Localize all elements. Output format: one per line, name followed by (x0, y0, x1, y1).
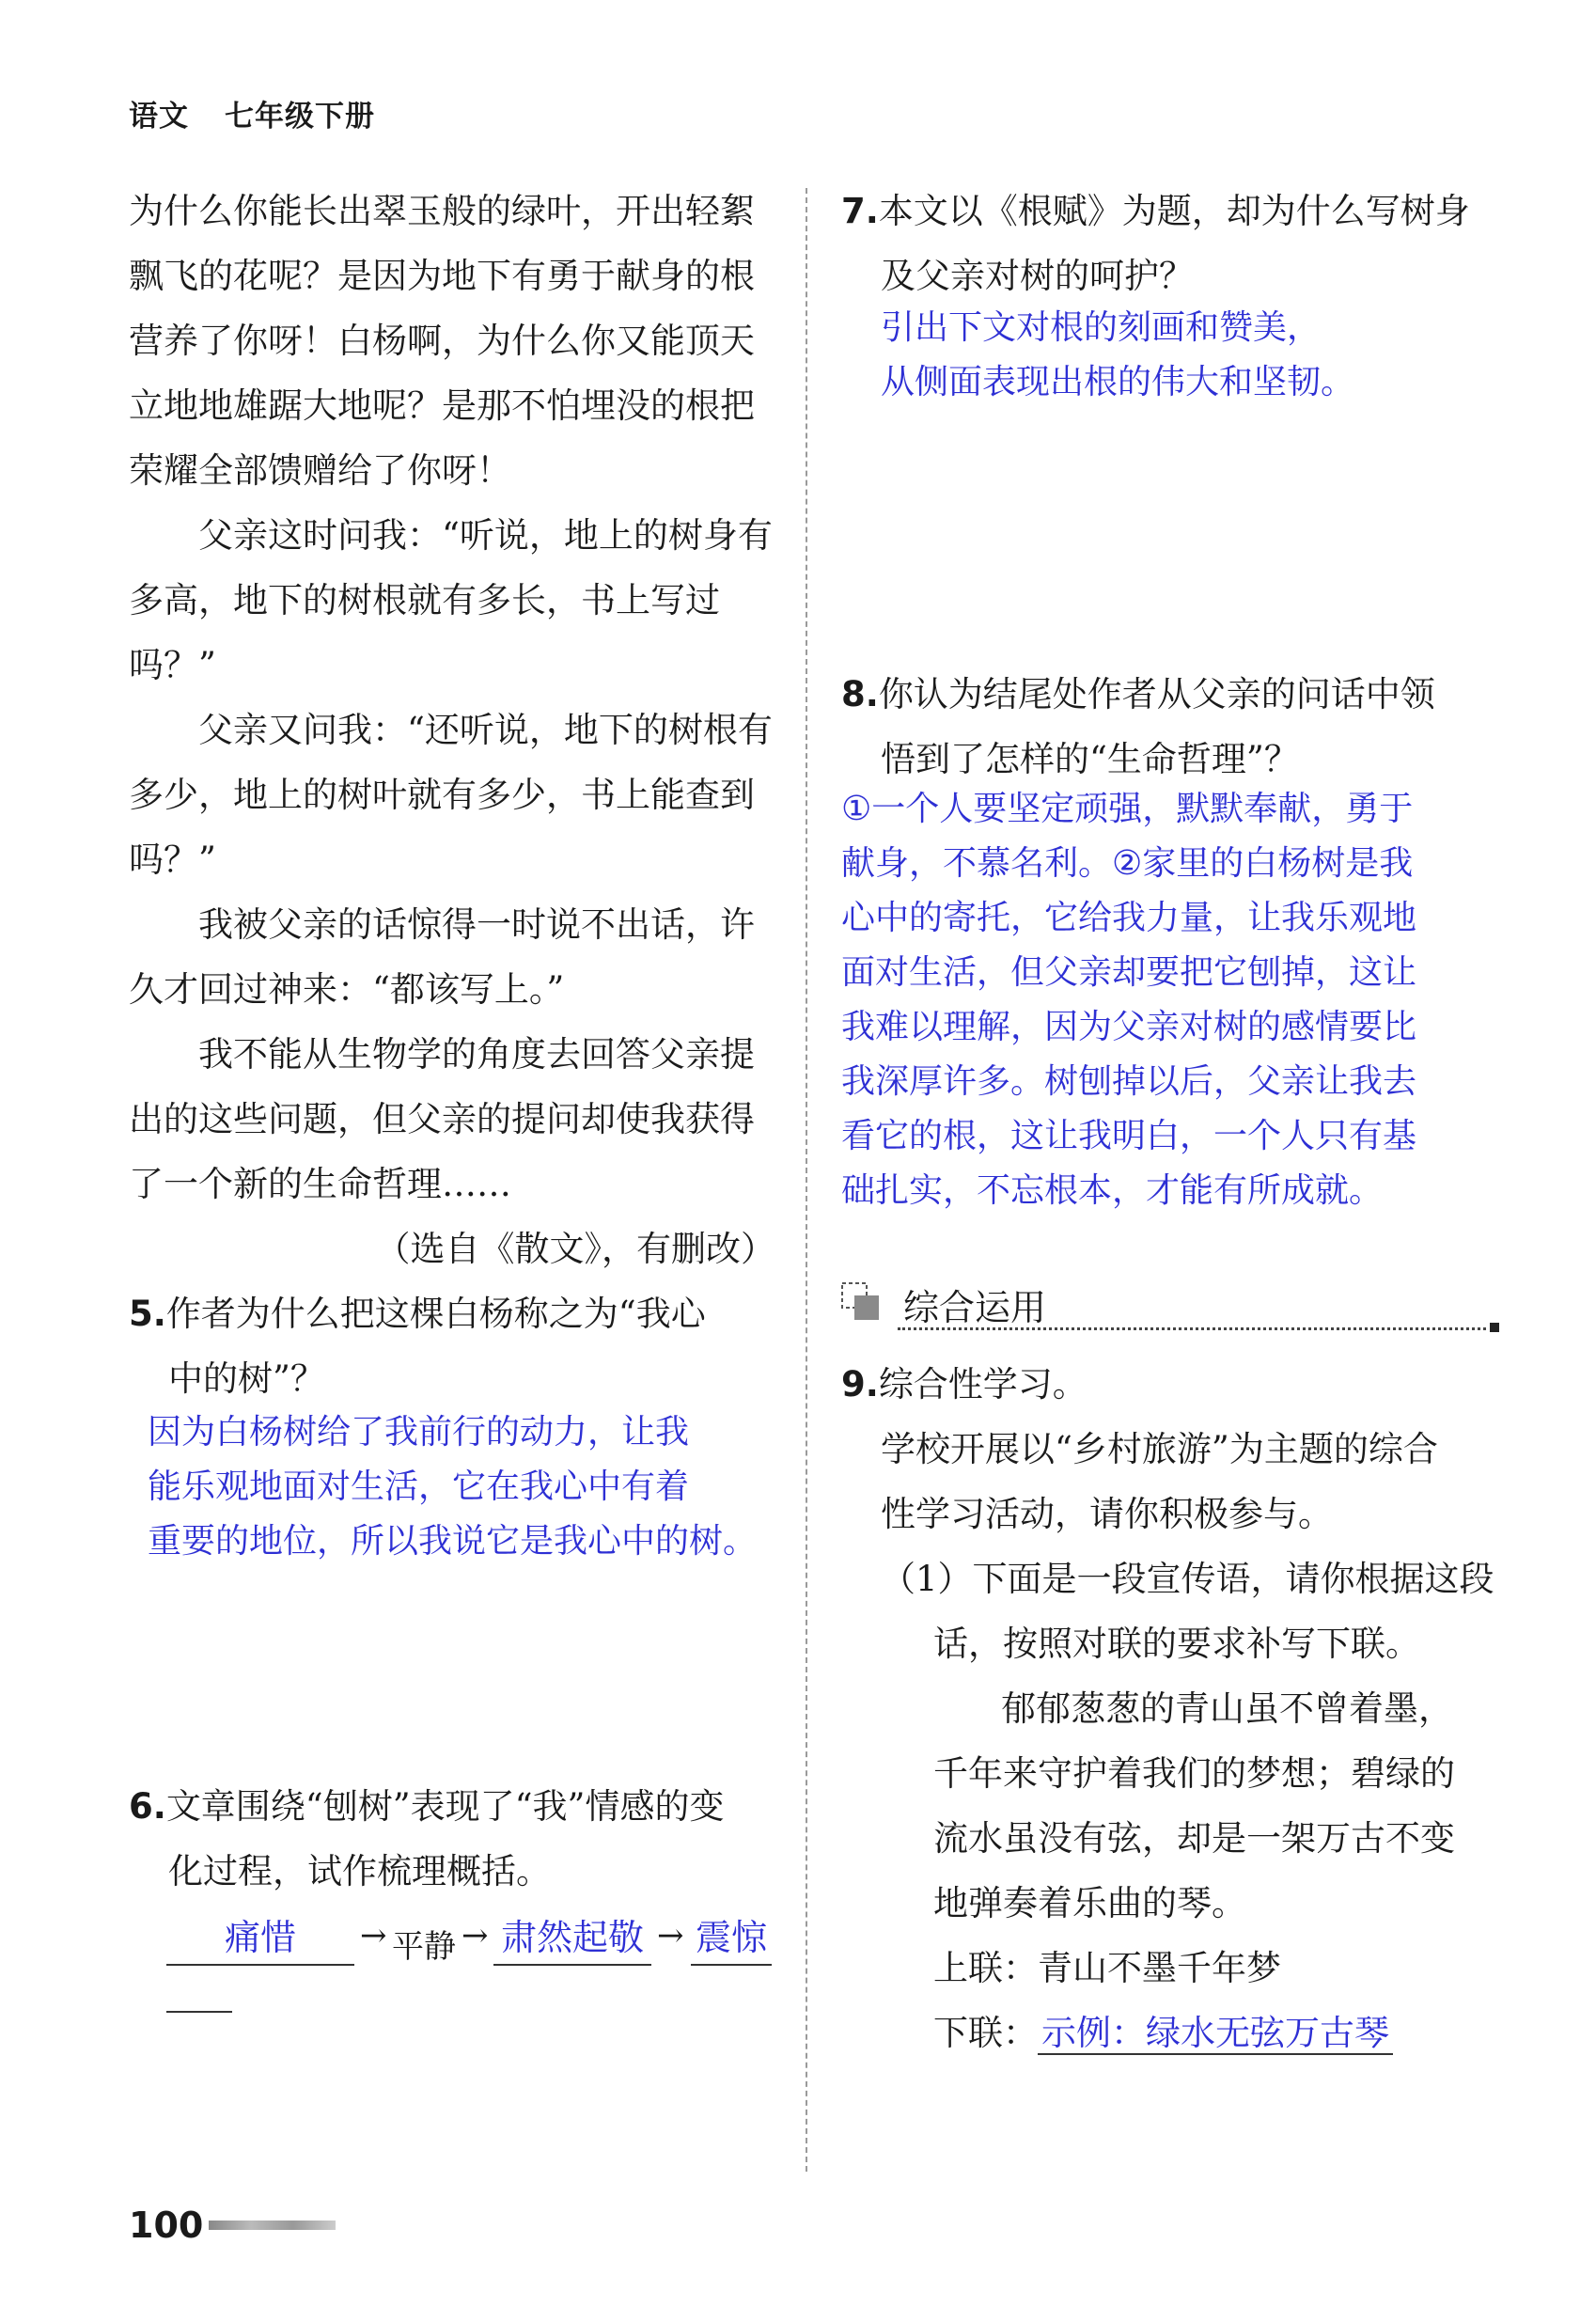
left-column (129, 179, 775, 2024)
passage-source: （选自《散文》，有删改） (375, 1229, 775, 1269)
question-7 (841, 179, 1499, 308)
section-title: 综合运用 (903, 1287, 1047, 1328)
arrow-icon: → (462, 1917, 489, 1954)
upper-couplet-label: 上联： (933, 1948, 1038, 1988)
blank-1[interactable]: 痛惜 (166, 1911, 354, 1966)
section-rule-end (1490, 1323, 1499, 1332)
slogan-line: 地弹奏着乐曲的琴。 (933, 1883, 1246, 1923)
lower-couplet-answer[interactable]: 示例：绿水无弦万古琴 (1038, 2013, 1393, 2055)
answer-line: 我难以理解，因为父亲对树的感情要比 (841, 1008, 1417, 1046)
answer-line: 因为白杨树给了我前行的动力，让我 (148, 1413, 690, 1452)
question-8 (841, 662, 1499, 792)
section-rule (898, 1327, 1486, 1330)
section-badge-icon (841, 1282, 881, 1322)
slogan-line: 千年来守护着我们的梦想；碧绿的 (933, 1753, 1455, 1794)
page-number-bar (209, 2221, 336, 2230)
question-text: 文章围绕“刨树”表现了“我”情感的变 (165, 1786, 725, 1827)
question-number: 5. (129, 1294, 166, 1334)
question-number: 7. (841, 191, 879, 231)
lower-couplet (841, 2001, 1499, 2065)
subject-label: 语文 (129, 100, 189, 133)
passage-paragraph-1: 为什么你能长出翠玉般的绿叶，开出轻絮飘飞的花呢？是因为地下有勇于献身的根营养了你呀！白杨啊，为什么你又能顶天立地地雄踞大地呢？是那不怕埋没的根把荣耀全部馈赠给了你呀！ (129, 191, 755, 491)
page-number: 100 (129, 2205, 204, 2246)
blank-3-overflow (166, 2011, 232, 2013)
emotion-flow (129, 1911, 775, 2024)
page-header (129, 92, 375, 134)
question-text-cont: 中的树”？ (168, 1358, 325, 1399)
question-text-cont: 及父亲对树的呵护？ (881, 256, 1194, 296)
slogan-line: 流水虽没有弦，却是一架万古不变 (933, 1818, 1455, 1859)
answer-line: 重要的地位，所以我说它是我心中的树。 (148, 1522, 758, 1561)
question-text: 作者为什么把这棵白杨称之为“我心 (165, 1294, 706, 1334)
answer-line: 面对生活，但父亲却要把它刨掉，这让 (841, 953, 1417, 992)
grade-label: 七年级下册 (225, 100, 375, 133)
q9-sub1-line: （1）下面是一段宣传语，请你根据这段 (881, 1559, 1494, 1599)
upper-couplet (841, 1936, 1499, 2001)
answer-line: 础扎实，不忘根本，才能有所成就。 (841, 1171, 1384, 1210)
question-9 (841, 1352, 1499, 1417)
question-text: 本文以《根赋》为题，却为什么写树身 (878, 191, 1470, 231)
q9-intro-line: 学校开展以“乡村旅游”为主题的综合 (881, 1429, 1438, 1469)
question-5 (129, 1281, 775, 1411)
answer-line: 我深厚许多。树刨掉以后，父亲让我去 (841, 1062, 1417, 1101)
passage-paragraph-2: 父亲这时问我：“听说，地上的树身有多高，地下的树根就有多长，书上写过吗？” (129, 515, 773, 685)
section-heading (841, 1277, 1499, 1333)
column-divider (806, 188, 807, 2172)
q9-intro-line: 性学习活动，请你积极参与。 (881, 1494, 1333, 1534)
answer-5 (129, 1405, 775, 1569)
blank-2[interactable]: 肃然起敬 (493, 1911, 651, 1966)
answer-line: 看它的根，这让我明白，一个人只有基 (841, 1117, 1417, 1155)
answer-line: 从侧面表现出根的伟大和坚韧。 (881, 363, 1355, 401)
passage-paragraph-4: 我被父亲的话惊得一时说不出话，许久才回过神来：“都该写上。” (129, 904, 755, 1010)
question-text-cont: 化过程，试作梳理概括。 (168, 1851, 551, 1891)
question-text-cont: 悟到了怎样的“生命哲理”？ (881, 739, 1299, 779)
fixed-stage: 平静 (392, 1928, 456, 1966)
question-text: 综合性学习。 (878, 1364, 1087, 1405)
question-6 (129, 1774, 775, 1904)
blank-3[interactable]: 震惊 (691, 1911, 772, 1966)
slogan-line: 郁郁葱葱的青山虽不曾着墨， (1001, 1688, 1453, 1729)
arrow-icon: → (657, 1917, 684, 1954)
answer-line: ①一个人要坚定顽强，默默奉献，勇于 (841, 790, 1414, 828)
upper-couplet-text: 青山不墨千年梦 (1038, 1948, 1281, 1988)
answer-line: 心中的寄托，它给我力量，让我乐观地 (841, 899, 1417, 937)
answer-8 (841, 782, 1499, 1218)
question-number: 8. (841, 674, 879, 714)
q9-sub1-line: 话，按照对联的要求补写下联。 (933, 1624, 1420, 1664)
arrow-icon: → (360, 1917, 387, 1954)
passage-paragraph-5: 我不能从生物学的角度去回答父亲提出的这些问题，但父亲的提问却使我获得了一个新的生命哲理…… (129, 1034, 755, 1204)
answer-line: 能乐观地面对生活，它在我心中有着 (148, 1467, 690, 1506)
answer-line: 献身，不慕名利。②家里的白杨树是我 (841, 844, 1414, 883)
answer-line: 引出下文对根的刻画和赞美， (881, 308, 1322, 347)
right-column (841, 179, 1499, 2065)
question-number: 9. (841, 1364, 879, 1405)
answer-7 (841, 301, 1499, 410)
lower-couplet-label: 下联： (933, 2013, 1038, 2053)
question-text: 你认为结尾处作者从父亲的问话中领 (878, 674, 1435, 714)
passage-paragraph-3: 父亲又问我：“还听说，地下的树根有多少，地上的树叶就有多少，书上能查到吗？” (129, 710, 773, 880)
question-number: 6. (129, 1786, 166, 1827)
